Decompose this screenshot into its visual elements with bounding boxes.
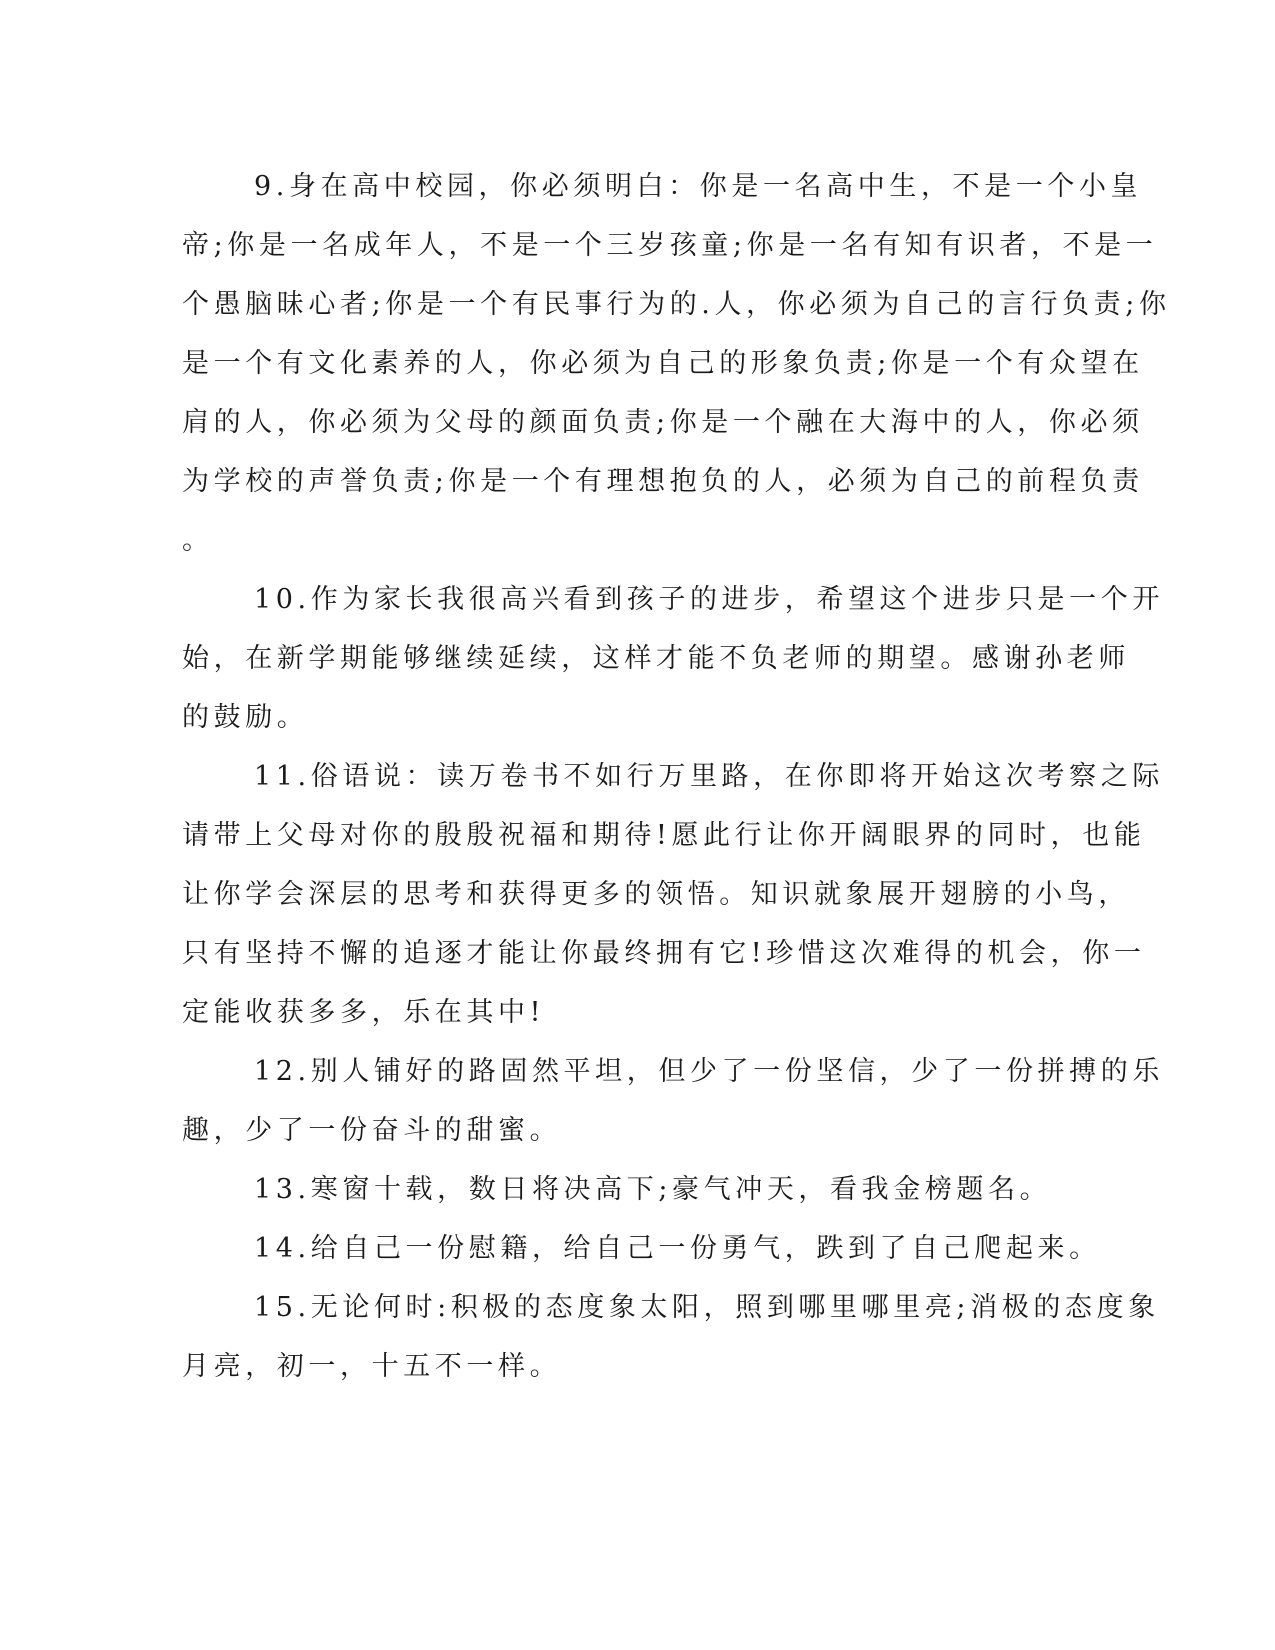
text-line: 9.身在高中校园，你必须明白：你是一名高中生，不是一个小皇 [254, 171, 1143, 202]
text-line: 13.寒窗十载，数日将决高下;豪气冲天，看我金榜题名。 [254, 1174, 1052, 1205]
text-line: 。 [182, 525, 214, 556]
text-line: 11.俗语说：读万卷书不如行万里路，在你即将开始这次考察之际 [254, 761, 1164, 792]
text-line: 为学校的声誉负责;你是一个有理想抱负的人，必须为自己的前程负责 [182, 466, 1144, 497]
document-body [182, 157, 1171, 1396]
text-line: 14.给自己一份慰籍，给自己一份勇气，跌到了自己爬起来。 [254, 1233, 1101, 1264]
text-line: 帝;你是一名成年人，不是一个三岁孩童;你是一名有知有识者，不是一 [182, 230, 1158, 261]
text-line: 始，在新学期能够继续延续，这样才能不负老师的期望。感谢孙老师 [182, 643, 1130, 674]
text-line: 肩的人，你必须为父母的颜面负责;你是一个融在大海中的人，你必须 [182, 407, 1144, 438]
text-line: 是一个有文化素养的人，你必须为自己的形象负责;你是一个有众望在 [182, 348, 1144, 379]
text-line: 10.作为家长我很高兴看到孩子的进步，希望这个进步只是一个开 [254, 584, 1164, 615]
text-line: 的鼓励。 [182, 702, 309, 733]
text-line: 个愚脑昧心者;你是一个有民事行为的.人，你必须为自己的言行负责;你 [182, 289, 1171, 320]
text-line: 请带上父母对你的殷殷祝福和期待!愿此行让你开阔眼界的同时，也能 [182, 820, 1146, 851]
text-line: 只有坚持不懈的追逐才能让你最终拥有它!珍惜这次难得的机会，你一 [182, 938, 1146, 969]
text-line: 12.别人铺好的路固然平坦，但少了一份坚信，少了一份拼搏的乐 [254, 1056, 1164, 1087]
text-line: 月亮，初一，十五不一样。 [182, 1351, 562, 1382]
text-line: 15.无论何时:积极的态度象太阳，照到哪里哪里亮;消极的态度象 [254, 1292, 1160, 1323]
text-line: 让你学会深层的思考和获得更多的领悟。知识就象展开翅膀的小鸟， [182, 879, 1130, 910]
text-line: 趣，少了一份奋斗的甜蜜。 [182, 1115, 562, 1146]
text-line: 定能收获多多，乐在其中! [182, 997, 546, 1028]
